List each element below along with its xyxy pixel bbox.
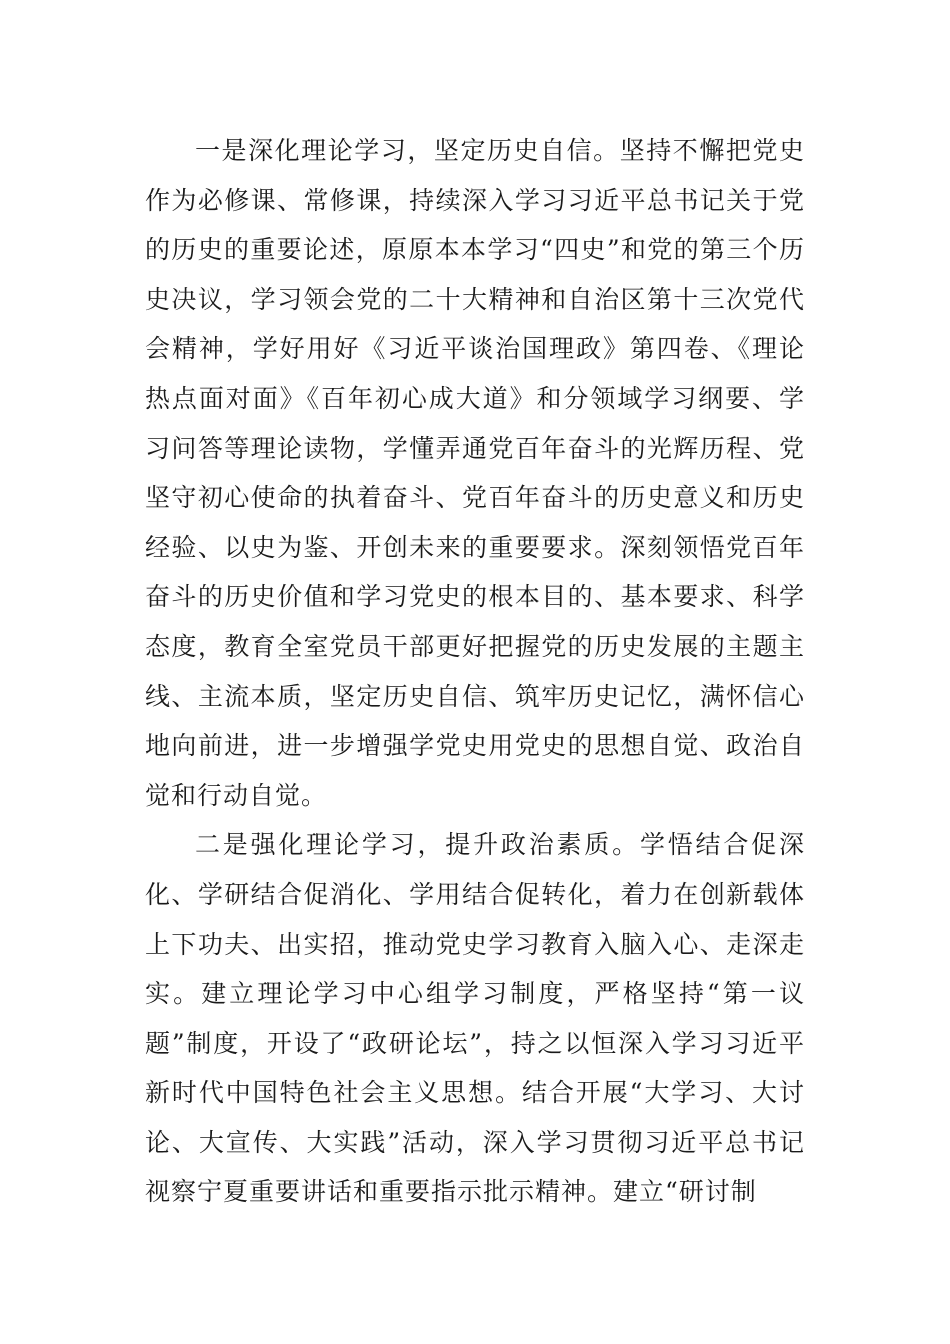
document-body bbox=[145, 126, 805, 1217]
paragraph-1: 一是深化理论学习，坚定历史自信。坚持不懈把党史作为必修课、常修课，持续深入学习习近平总书记关于党的历史的重要论述，原原本本学习“四史”和党的第三个历史决议，学习领会党的二十大精神和自治区第十三次党代会精神，学好用好《习近平谈治国理政》第四卷、《理论热点面对面》《百年初心成大道》和分领域学习纲要、学习问答等理论读物，学懂弄通党百年奋斗的光辉历程、党坚守初心使命的执着奋斗、党百年奋斗的历史意义和历史经验、以史为鉴、开创未来的重要要求。深刻领悟党百年奋斗的历史价值和学习党史的根本目的、基本要求、科学态度，教育全室党员干部更好把握党的历史发展的主题主线、主流本质，坚定历史自信、筑牢历史记忆，满怀信心地向前进，进一步增强学党史用党史的思想自觉、政治自觉和行动自觉。 bbox=[145, 136, 805, 810]
paragraph-2: 二是强化理论学习，提升政治素质。学悟结合促深化、学研结合促消化、学用结合促转化，着力在创新载体上下功夫、出实招，推动党史学习教育入脑入心、走深走实。建立理论学习中心组学习制度，严格坚持“第一议题”制度，开设了“政研论坛”，持之以恒深入学习习近平新时代中国特色社会主义思想。结合开展“大学习、大讨论、大宣传、大实践”活动，深入学习贯彻习近平总书记视察宁夏重要讲话和重要指示批示精神。建立“研讨制 bbox=[145, 830, 805, 1207]
